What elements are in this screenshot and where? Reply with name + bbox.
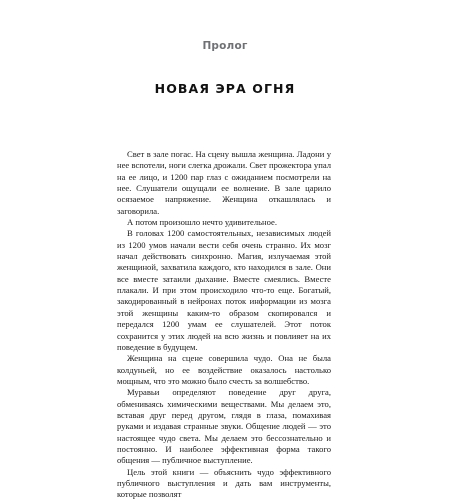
paragraph: Муравьи определяют поведение друг друга, обмениваясь химическими веществами. Мы делаем это, вставая друг перед другом, глядя в глаза, помахивая руками и издавая странные звуки. Общение людей — это настоящее чудо света. Мы делаем это бессознательно и постоянно. И наиболее эффективная форма такого общения — публичное выступление. [117,387,331,466]
section-label: Пролог [202,40,248,52]
chapter-title: НОВАЯ ЭРА ОГНЯ [154,81,296,96]
paragraph: А потом произошло нечто удивительное. [127,217,278,228]
paragraph: Женщина на сцене совершила чудо. Она не была колдуньей, но ее воздействие оказалось настолько мощным, что это можно было счесть за волшебство. [117,353,331,386]
paragraph: Цель этой книги — объяснить чудо эффективного публичного выступления и дать вам инструменты, которые позволят [117,466,331,500]
paragraph: Свет в зале погас. На сцену вышла женщина. Ладони у нее вспотели, ноги слегка дрожали. Свет прожектора упал на ее лицо, и 1200 пар глаз с ожиданием посмотрели на нее. Слушатели ощущали ее волнение. В зале царило осязаемое напряжение. Женщина откашлялась и заговорила. [117,149,331,216]
paragraph: В головах 1200 самостоятельных, независимых людей из 1200 умов начали вести себя очень странно. Их мозг начал действовать синхронно. Магия, излучаемая этой женщиной, захватила каждого, кто находился в зале. Они все вместе затаили дыхание. Вместе смеялись. Вместе плакали. И при этом происходило что-то еще. Богатый, закодированный в нейронах поток информации из мозга этой женщины каким-то образом скопировался и передался 1200 умам ее слушателей. Этот поток сохранится у этих людей на всю жизнь и повлияет на их поведение в будущем. [117,228,331,352]
body-text [117,149,331,501]
